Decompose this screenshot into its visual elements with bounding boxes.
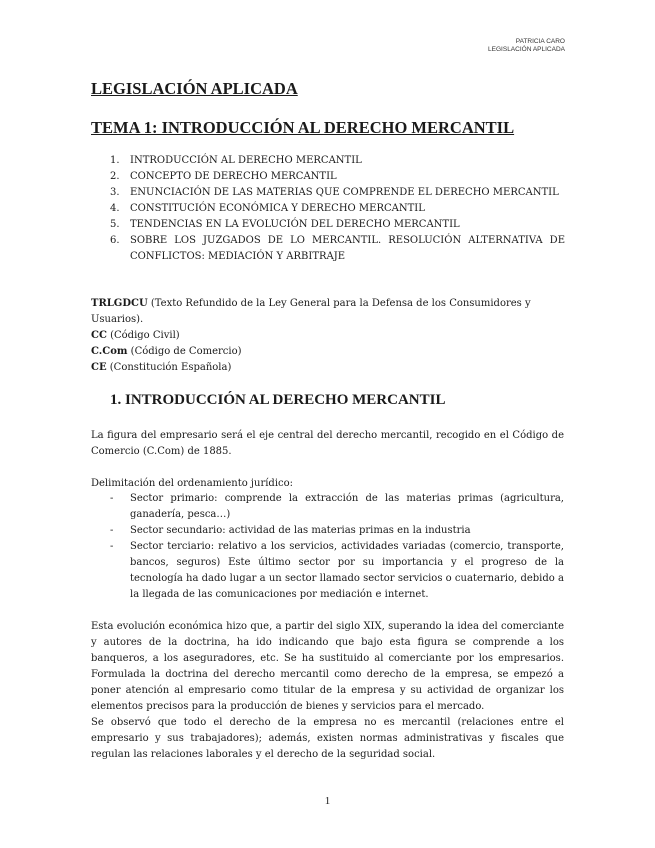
toc-text: SOBRE LOS JUZGADOS DE LO MERCANTIL. RESOLUCIÓN ALTERNATIVA DE CONFLICTOS: MEDIACIÓN Y ARBITRAJE xyxy=(130,235,565,262)
toc-text: ENUNCIACIÓN DE LAS MATERIAS QUE COMPRENDE EL DERECHO MERCANTIL xyxy=(130,187,559,198)
toc-item xyxy=(110,185,565,201)
paragraph-observation: Se observó que todo el derecho de la empresa no es mercantil (relaciones entre el empresario y sus trabajadores); además, existen normas administrativas y fiscales que regulan las relaciones laborales y el derecho de la seguridad social. xyxy=(91,717,564,760)
bullet-text: Sector terciario: relativo a los servicios, actividades variadas (comercio, transporte, bancos, seguros) Este último sector por su importancia y el progreso de la tecnología ha dado lugar a un sector llamado sector servicios o cuaternario, debido a la llegada de las comunicaciones por mediación e internet. xyxy=(130,541,564,600)
abbreviation-description: (Código Civil) xyxy=(106,330,180,341)
toc-number: 3. xyxy=(110,187,120,198)
toc-item xyxy=(110,201,565,217)
abbreviation-code: CE xyxy=(91,362,107,373)
abbreviation-code: CC xyxy=(91,330,107,341)
header-author: PATRICIA CARO xyxy=(515,38,565,45)
page-number: 1 xyxy=(324,795,331,807)
topic-title: TEMA 1: INTRODUCCIÓN AL DERECHO MERCANTIL xyxy=(91,118,515,137)
section-heading: 1. INTRODUCCIÓN AL DERECHO MERCANTIL xyxy=(110,392,446,408)
toc-item xyxy=(110,169,565,185)
abbreviation-row xyxy=(91,360,571,376)
bullet-dash: - xyxy=(110,541,114,552)
paragraph-evolution: Esta evolución económica hizo que, a partir del siglo XIX, superando la idea del comerciante y autores de la doctrina, ha ido indicando que bajo esta figura se comprende a los banqueros, a los aseguradores, etc. Se ha sustituido al comerciante por los empresarios. Formulada la doctrina del derecho mercantil como derecho de la empresa, se empezó a poner atención al empresario como titular de la empresa y su actividad de organizar los elementos precisos para la producción de bienes y servicios para el mercado. xyxy=(91,621,564,712)
toc-number: 2. xyxy=(110,171,120,182)
document-title: LEGISLACIÓN APLICADA xyxy=(91,79,298,98)
abbreviation-row xyxy=(91,344,571,360)
abbreviations-list xyxy=(91,296,571,376)
header-subject: LEGISLACIÓN APLICADA xyxy=(488,46,565,53)
abbreviation-row xyxy=(91,328,571,344)
list-item xyxy=(110,523,564,539)
toc-item xyxy=(110,233,565,265)
table-of-contents xyxy=(110,153,565,265)
toc-number: 5. xyxy=(110,219,120,230)
abbreviation-description: (Constitución Española) xyxy=(106,362,232,373)
toc-text: CONCEPTO DE DERECHO MERCANTIL xyxy=(130,171,337,182)
toc-number: 4. xyxy=(110,203,120,214)
toc-number: 6. xyxy=(110,235,120,246)
bullet-text: Sector secundario: actividad de las materias primas en la industria xyxy=(130,525,471,536)
bullet-dash: - xyxy=(110,525,114,536)
bullet-dash: - xyxy=(110,493,114,504)
toc-text: TENDENCIAS EN LA EVOLUCIÓN DEL DERECHO MERCANTIL xyxy=(130,219,460,230)
abbreviation-description: (Código de Comercio) xyxy=(127,346,242,357)
sector-list xyxy=(110,491,564,603)
paragraph-delimitation: Delimitación del ordenamiento jurídico: xyxy=(91,478,294,489)
toc-item xyxy=(110,217,565,233)
toc-text: CONSTITUCIÓN ECONÓMICA Y DERECHO MERCANTIL xyxy=(130,203,425,214)
running-header xyxy=(488,38,565,54)
abbreviation-description: (Texto Refundido de la Ley General para la Defensa de los Consumidores y Usuarios). xyxy=(91,298,531,325)
abbreviation-row xyxy=(91,296,571,328)
abbreviation-code: TRLGDCU xyxy=(91,298,148,309)
toc-text: INTRODUCCIÓN AL DERECHO MERCANTIL xyxy=(130,155,362,166)
abbreviation-code: C.Com xyxy=(91,346,128,357)
list-item xyxy=(110,539,564,603)
toc-number: 1. xyxy=(110,155,120,166)
toc-item xyxy=(110,153,565,169)
bullet-text: Sector primario: comprende la extracción de las materias primas (agricultura, ganadería, pesca…) xyxy=(130,493,564,520)
list-item xyxy=(110,491,564,523)
paragraph-intro: La figura del empresario será el eje central del derecho mercantil, recogido en el Código de Comercio (C.Com) de 1885. xyxy=(91,430,564,457)
